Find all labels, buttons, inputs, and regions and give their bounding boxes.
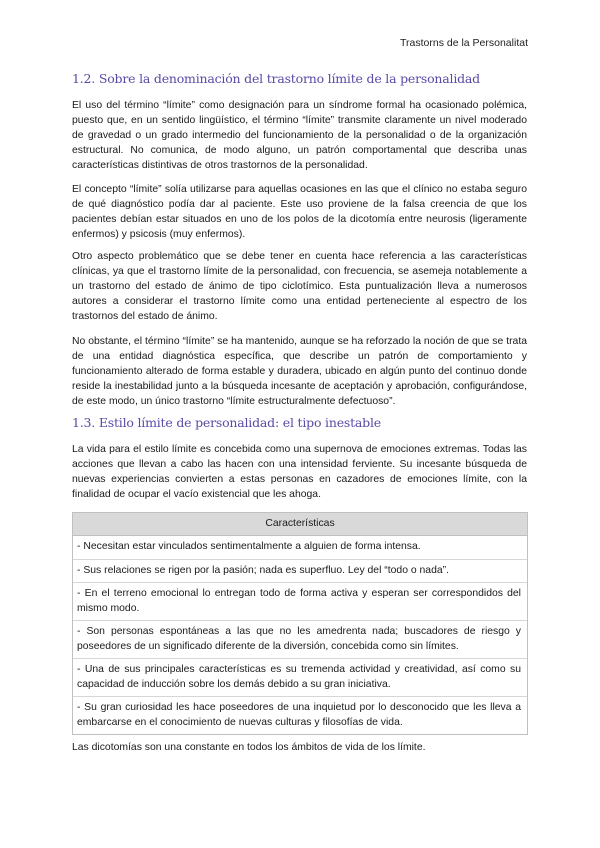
table-row: - Sus relaciones se rigen por la pasión; nada es superfluo. Ley del “todo o nada”. [73, 560, 527, 584]
section-heading-1-2: 1.2. Sobre la denominación del trastorno límite de la personalidad [72, 71, 480, 86]
table-row: - Son personas espontáneas a las que no les amedrenta nada; buscadores de riesgo y poseedores de un significado diferente de la diversión, concebida como sin límites. [73, 621, 527, 659]
table-row: - Una de sus principales características es su tremenda actividad y creatividad, así como su capacidad de inducción sobre los demás debido a su gran iniciativa. [73, 659, 527, 697]
characteristics-table [72, 512, 528, 735]
table-row: - Su gran curiosidad les hace poseedores de una inquietud por lo desconocido que les lleva a embarcarse en el conocimiento de nuevas culturas y filosofías de vida. [77, 702, 521, 728]
running-header: Trastorns de la Personalitat [399, 37, 528, 49]
table-row: - En el terreno emocional lo entregan todo de forma activa y esperan ser correspondidos del mismo modo. [73, 583, 527, 621]
paragraph: No obstante, el término “límite” se ha mantenido, aunque se ha reforzado la noción de que se trata de una entidad diagnóstica específica, que describe un patrón de comportamiento y funcionamiento alterado de forma estable y duradera, ubicado en algún punto del continuo donde reside la inestabilidad junto a la búsqueda incesante de aceptación y aprobación, configurándose, de este modo, un único trastorno “límite estructuralmente defectuoso”. [72, 336, 527, 407]
paragraph: La vida para el estilo límite es concebida como una supernova de emociones extremas. Todas las acciones que llevan a cabo las hacen con una intensidad ferviente. Su incesante búsqueda de nuevas experiencias convierten a estas personas en cazadores de emociones límite, con la finalidad de ocupar el vacío existencial que les ahoga. [72, 444, 527, 500]
paragraph: El concepto “límite” solía utilizarse para aquellas ocasiones en las que el clínico no estaba seguro de qué diagnóstico podía dar al paciente. Este uso proviene de la falsa creencia de que los pacientes debían estar situados en uno de los polos de la dicotomía entre neurosis (ligeramente enfermos) y psicosis (muy enfermos). [72, 184, 527, 240]
paragraph: El uso del término “límite” como designación para un síndrome formal ha ocasionado polémica, puesto que, en un sentido lingüístico, el término “límite” transmite claramente un nivel moderado de gravedad o un grado intermedio del funcionamiento de la personalidad o de la organización estructural. No comunica, de modo alguno, un patrón comportamental que describa unas características distintivas de otros trastornos de la personalidad. [72, 100, 527, 171]
table-header: Características [73, 513, 527, 536]
paragraph: Otro aspecto problemático que se debe tener en cuenta hace referencia a las características clínicas, ya que el trastorno límite de la personalidad, con frecuencia, se asemeja notablemente a un trastorno del estado de ánimo de tipo ciclotímico. Esta puntualización lleva a numerosos autores a considerar el trastorno límite como una entidad perteneciente al espectro de los trastornos del estado de ánimo. [72, 251, 527, 322]
table-row: - Necesitan estar vinculados sentimentalmente a alguien de forma intensa. [73, 536, 527, 560]
closing-paragraph: Las dicotomías son una constante en todos los ámbitos de vida de los límite. [72, 742, 426, 753]
section-heading-1-3: 1.3. Estilo límite de personalidad: el tipo inestable [72, 415, 381, 430]
